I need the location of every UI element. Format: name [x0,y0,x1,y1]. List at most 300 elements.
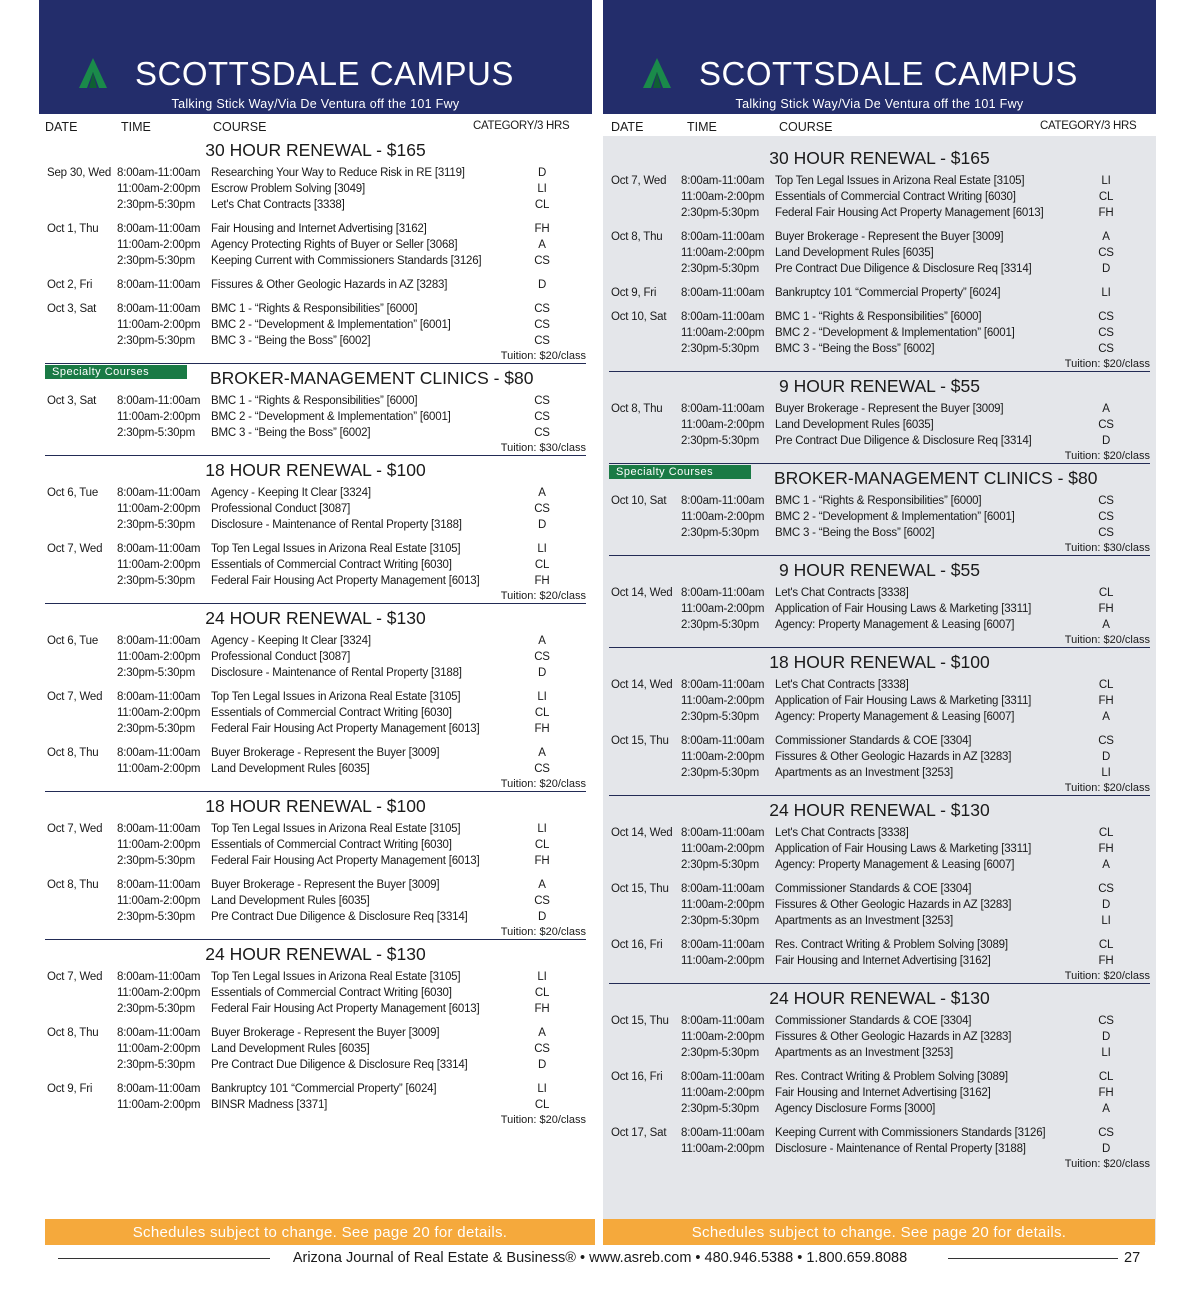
course-category: A [1102,403,1110,415]
class-time: 11:00am-2:00pm [117,763,201,775]
table-row [45,166,586,182]
class-date: Oct 8, Thu [611,403,663,415]
table-row [609,1142,1150,1158]
course-name: Buyer Brokerage - Represent the Buyer [3009] [775,231,1004,243]
class-time: 8:00am-11:00am [681,939,765,951]
course-category: LI [1101,175,1111,187]
class-time: 2:30pm-5:30pm [681,527,759,539]
publication-footer: Arizona Journal of Real Estate & Business® • www.asreb.com • 480.946.5388 • 1.800.659.8088 [292,1250,908,1266]
course-name: Federal Fair Housing Act Property Management [6013] [211,855,480,867]
schedule-section [45,364,586,456]
date-group [45,970,586,1018]
table-row [609,246,1150,262]
class-time: 8:00am-11:00am [681,495,765,507]
class-time: 2:30pm-5:30pm [681,1047,759,1059]
schedule-notice-banner: Schedules subject to change. See page 20 for details. [45,1219,595,1245]
table-row [609,602,1150,618]
course-category: FH [534,1003,550,1015]
class-date: Oct 7, Wed [47,971,103,983]
course-category: LI [1101,767,1111,779]
schedule-section [45,940,586,1126]
class-time: 11:00am-2:00pm [117,651,201,663]
class-time: 11:00am-2:00pm [117,503,201,515]
course-name: Fair Housing and Internet Advertising [3162] [775,955,991,967]
class-date: Oct 16, Fri [611,939,663,951]
course-name: Pre Contract Due Diligence & Disclosure Req [3314] [211,911,468,923]
tuition-note: Tuition: $20/class [500,350,586,362]
course-category: CS [534,255,550,267]
table-row [609,526,1150,542]
date-group [609,826,1150,874]
tuition-note: Tuition: $20/class [500,778,586,790]
class-time: 8:00am-11:00am [117,543,201,555]
table-row [45,690,586,706]
page-number: 27 [1124,1250,1141,1266]
table-row [609,434,1150,450]
class-date: Oct 14, Wed [611,587,673,599]
class-date: Oct 15, Thu [611,883,669,895]
class-date: Oct 3, Sat [47,303,97,315]
class-time: 2:30pm-5:30pm [117,335,195,347]
class-time: 11:00am-2:00pm [681,1031,765,1043]
class-date: Oct 3, Sat [47,395,97,407]
course-category: A [538,487,546,499]
table-row [45,650,586,666]
course-name: Land Development Rules [6035] [775,419,934,431]
tuition-note: Tuition: $20/class [1064,450,1150,462]
course-name: Disclosure - Maintenance of Rental Property [3188] [211,667,462,679]
class-time: 8:00am-11:00am [117,223,201,235]
class-date: Oct 10, Sat [611,495,667,507]
course-category: CS [534,395,550,407]
course-category: CL [1098,191,1114,203]
table-row [609,618,1150,634]
header-time: TIME [121,120,151,134]
class-time: 8:00am-11:00am [117,279,201,291]
class-date: Oct 15, Thu [611,1015,669,1027]
course-name: BMC 3 - “Being the Boss” [6002] [211,335,371,347]
table-row [609,694,1150,710]
table-row [45,854,586,870]
table-row [609,914,1150,930]
course-category: CL [534,839,550,851]
table-row [609,882,1150,898]
class-date: Oct 9, Fri [611,287,657,299]
class-time: 2:30pm-5:30pm [681,767,759,779]
table-row [45,706,586,722]
course-name: Let's Chat Contracts [3338] [211,199,345,211]
table-row [45,318,586,334]
course-name: BMC 2 - “Development & Implementation” [6001] [211,411,451,423]
class-date: Oct 7, Wed [47,543,103,555]
table-row [45,558,586,574]
course-category: FH [534,723,550,735]
date-group [609,938,1150,970]
class-date: Oct 6, Tue [47,487,99,499]
course-category: CS [534,411,550,423]
class-time: 8:00am-11:00am [681,403,765,415]
table-row [45,986,586,1002]
class-date: Oct 16, Fri [611,1071,663,1083]
date-group [609,286,1150,302]
schedule-section [609,984,1150,1170]
course-category: LI [537,971,547,983]
tuition-note: Tuition: $30/class [500,442,586,454]
date-group [609,586,1150,634]
table-row [609,1086,1150,1102]
course-category: CS [534,1043,550,1055]
date-group [45,634,586,682]
section-title: 30 HOUR RENEWAL - $165 [205,140,426,160]
table-row [45,894,586,910]
class-time: 11:00am-2:00pm [681,843,765,855]
course-category: D [537,911,547,923]
table-row [45,254,586,270]
course-name: Fissures & Other Geologic Hazards in AZ [3283] [775,899,1012,911]
course-category: D [1101,263,1111,275]
course-name: Apartments as an Investment [3253] [775,767,953,779]
course-name: Essentials of Commercial Contract Writing [6030] [211,987,452,999]
course-name: Let's Chat Contracts [3338] [775,827,909,839]
date-group [609,310,1150,358]
course-name: Land Development Rules [6035] [775,247,934,259]
right-column [603,0,1156,1242]
course-category: CS [534,427,550,439]
course-category: CS [1098,527,1114,539]
date-group [609,494,1150,542]
table-row [45,722,586,738]
header-date: DATE [45,120,78,134]
course-category: FH [1098,603,1114,615]
class-date: Oct 8, Thu [47,747,99,759]
course-name: Top Ten Legal Issues in Arizona Real Estate [3105] [211,823,461,835]
table-row [45,334,586,350]
course-name: Professional Conduct [3087] [211,503,351,515]
tuition-note: Tuition: $20/class [1064,782,1150,794]
course-name: Agency: Property Management & Leasing [6007] [775,859,1015,871]
class-time: 11:00am-2:00pm [117,559,201,571]
course-category: LI [537,183,547,195]
column-headers [603,114,1156,136]
class-time: 2:30pm-5:30pm [681,263,759,275]
course-name: Professional Conduct [3087] [211,651,351,663]
campus-title: SCOTTSDALE CAMPUS [135,55,514,92]
schedule-section [45,604,586,792]
date-group [609,402,1150,450]
class-time: 8:00am-11:00am [681,175,765,187]
course-category: D [537,1059,547,1071]
course-category: D [1101,751,1111,763]
class-date: Oct 7, Wed [47,691,103,703]
class-time: 8:00am-11:00am [117,487,201,499]
date-group [45,278,586,294]
schedule-section [609,556,1150,648]
table-row [609,402,1150,418]
table-row [45,502,586,518]
class-date: Oct 7, Wed [47,823,103,835]
table-row [609,766,1150,782]
tuition-note: Tuition: $20/class [1064,970,1150,982]
course-category: A [1102,231,1110,243]
table-row [45,198,586,214]
course-category: A [1102,711,1110,723]
course-name: Federal Fair Housing Act Property Management [6013] [211,575,480,587]
table-row [609,842,1150,858]
course-category: CS [534,319,550,331]
class-time: 8:00am-11:00am [681,1127,765,1139]
column-headers [39,114,592,136]
course-name: Fair Housing and Internet Advertising [3162] [775,1087,991,1099]
table-row [609,1102,1150,1118]
campus-location: Talking Stick Way/Via De Ventura off the 101 Fwy [171,97,460,111]
date-group [45,166,586,214]
date-group [45,1026,586,1074]
course-name: BMC 2 - “Development & Implementation” [6001] [775,327,1015,339]
class-time: 11:00am-2:00pm [117,987,201,999]
date-group [45,878,586,926]
course-name: Top Ten Legal Issues in Arizona Real Estate [3105] [211,691,461,703]
course-category: CS [1098,419,1114,431]
date-group [609,1070,1150,1118]
class-time: 8:00am-11:00am [117,823,201,835]
course-name: Commissioner Standards & COE [3304] [775,1015,972,1027]
course-name: BMC 1 - “Rights & Responsibilities” [6000] [775,311,982,323]
course-name: Fissures & Other Geologic Hazards in AZ [3283] [211,279,448,291]
course-category: CS [534,895,550,907]
course-name: Pre Contract Due Diligence & Disclosure Req [3314] [211,1059,468,1071]
course-category: A [538,635,546,647]
course-name: BMC 1 - “Rights & Responsibilities” [6000] [775,495,982,507]
schedule-section [609,648,1150,796]
class-time: 8:00am-11:00am [117,395,201,407]
course-name: Agency Protecting Rights of Buyer or Seller [3068] [211,239,458,251]
date-group [609,1014,1150,1062]
table-row [609,310,1150,326]
class-time: 2:30pm-5:30pm [681,915,759,927]
class-time: 8:00am-11:00am [681,1071,765,1083]
course-category: CS [534,763,550,775]
course-category: CL [534,559,550,571]
course-category: CS [534,303,550,315]
section-title: 24 HOUR RENEWAL - $130 [769,988,990,1008]
table-row [45,1042,586,1058]
class-time: 2:30pm-5:30pm [117,1003,195,1015]
course-category: FH [1098,955,1114,967]
class-time: 11:00am-2:00pm [681,247,765,259]
course-category: CS [1098,343,1114,355]
class-time: 8:00am-11:00am [681,735,765,747]
class-date: Oct 6, Tue [47,635,99,647]
table-row [609,1070,1150,1086]
class-date: Oct 15, Thu [611,735,669,747]
course-name: BMC 1 - “Rights & Responsibilities” [6000] [211,303,418,315]
schedule-section [609,464,1150,556]
table-row [609,954,1150,970]
course-name: Top Ten Legal Issues in Arizona Real Estate [3105] [211,543,461,555]
class-date: Sep 30, Wed [47,167,112,179]
table-row [45,238,586,254]
class-time: 8:00am-11:00am [117,879,201,891]
class-time: 11:00am-2:00pm [117,1043,201,1055]
tuition-note: Tuition: $20/class [500,926,586,938]
table-row [45,970,586,986]
class-date: Oct 10, Sat [611,311,667,323]
class-time: 8:00am-11:00am [117,167,201,179]
class-date: Oct 17, Sat [611,1127,667,1139]
class-time: 11:00am-2:00pm [117,1099,201,1111]
class-time: 8:00am-11:00am [117,1083,201,1095]
course-category: CS [1098,1127,1114,1139]
date-group [45,394,586,442]
course-category: CL [1098,679,1114,691]
table-row [45,542,586,558]
course-name: Apartments as an Investment [3253] [775,1047,953,1059]
course-category: FH [1098,843,1114,855]
course-category: CL [534,199,550,211]
course-category: FH [1098,695,1114,707]
campus-header [603,0,1156,114]
table-row [609,206,1150,222]
class-time: 8:00am-11:00am [681,231,765,243]
course-category: A [538,879,546,891]
course-name: Bankruptcy 101 “Commercial Property” [6024] [211,1083,437,1095]
course-name: Federal Fair Housing Act Property Management [6013] [775,207,1044,219]
course-name: Pre Contract Due Diligence & Disclosure Req [3314] [775,263,1032,275]
class-time: 2:30pm-5:30pm [681,207,759,219]
course-name: Fair Housing and Internet Advertising [3162] [211,223,427,235]
course-category: FH [534,575,550,587]
schedule-section [45,136,586,364]
course-category: CL [1098,1071,1114,1083]
section-title: 30 HOUR RENEWAL - $165 [769,148,990,168]
table-row [45,394,586,410]
course-name: Agency - Keeping It Clear [3324] [211,487,371,499]
table-row [609,510,1150,526]
table-row [45,426,586,442]
class-date: Oct 7, Wed [611,175,667,187]
class-time: 11:00am-2:00pm [681,955,765,967]
course-name: Federal Fair Housing Act Property Management [6013] [211,1003,480,1015]
course-name: BMC 2 - “Development & Implementation” [6001] [775,511,1015,523]
class-time: 2:30pm-5:30pm [117,575,195,587]
course-name: Let's Chat Contracts [3338] [775,587,909,599]
course-name: Buyer Brokerage - Represent the Buyer [3009] [211,1027,440,1039]
class-date: Oct 1, Thu [47,223,99,235]
course-name: Let's Chat Contracts [3338] [775,679,909,691]
class-time: 2:30pm-5:30pm [117,427,195,439]
course-name: Agency Disclosure Forms [3000] [775,1103,936,1115]
schedule-section [609,144,1150,372]
table-row [45,1058,586,1074]
class-time: 8:00am-11:00am [117,691,201,703]
course-name: Application of Fair Housing Laws & Marketing [3311] [775,695,1032,707]
class-time: 11:00am-2:00pm [681,751,765,763]
course-name: Disclosure - Maintenance of Rental Property [3188] [211,519,462,531]
class-time: 11:00am-2:00pm [117,183,201,195]
date-group [609,230,1150,278]
date-group [45,1082,586,1114]
course-name: Essentials of Commercial Contract Writing [6030] [775,191,1016,203]
class-time: 2:30pm-5:30pm [681,619,759,631]
course-name: Pre Contract Due Diligence & Disclosure Req [3314] [775,435,1032,447]
class-time: 2:30pm-5:30pm [117,855,195,867]
course-name: Res. Contract Writing & Problem Solving [3089] [775,939,1008,951]
table-row [609,586,1150,602]
date-group [609,678,1150,726]
class-time: 2:30pm-5:30pm [117,723,195,735]
date-group [609,1126,1150,1158]
table-row [45,278,586,294]
header-date: DATE [611,120,644,134]
date-group [609,882,1150,930]
class-time: 2:30pm-5:30pm [117,519,195,531]
section-title: BROKER-MANAGEMENT CLINICS - $80 [774,468,1098,488]
course-category: D [537,279,547,291]
date-group [45,222,586,270]
course-name: Land Development Rules [6035] [211,895,370,907]
class-time: 11:00am-2:00pm [681,1143,765,1155]
course-category: CL [1098,827,1114,839]
table-row [45,634,586,650]
table-row [609,230,1150,246]
course-name: Agency: Property Management & Leasing [6007] [775,619,1015,631]
course-name: Agency: Property Management & Leasing [6007] [775,711,1015,723]
tuition-note: Tuition: $20/class [1064,634,1150,646]
class-time: 11:00am-2:00pm [117,411,201,423]
course-category: A [1102,859,1110,871]
campus-header [39,0,592,114]
date-group [609,734,1150,782]
class-time: 11:00am-2:00pm [681,603,765,615]
table-row [609,710,1150,726]
class-time: 2:30pm-5:30pm [117,667,195,679]
course-category: LI [1101,1047,1111,1059]
table-row [45,222,586,238]
course-category: CS [1098,311,1114,323]
table-row [45,1098,586,1114]
tuition-note: Tuition: $20/class [500,1114,586,1126]
course-category: LI [1101,915,1111,927]
date-group [45,822,586,870]
course-category: A [538,1027,546,1039]
course-category: CL [534,987,550,999]
class-time: 8:00am-11:00am [117,303,201,315]
section-title: 18 HOUR RENEWAL - $100 [769,652,990,672]
tuition-note: Tuition: $30/class [1064,542,1150,554]
course-category: CS [1098,495,1114,507]
class-time: 8:00am-11:00am [681,827,765,839]
table-row [609,1126,1150,1142]
class-time: 8:00am-11:00am [117,1027,201,1039]
course-name: Buyer Brokerage - Represent the Buyer [3009] [211,879,440,891]
table-row [45,486,586,502]
course-category: CS [534,503,550,515]
campus-location: Talking Stick Way/Via De Ventura off the 101 Fwy [735,97,1024,111]
table-row [609,678,1150,694]
schedule-section [609,796,1150,984]
course-category: CS [1098,1015,1114,1027]
class-date: Oct 14, Wed [611,827,673,839]
course-category: CS [1098,735,1114,747]
table-row [609,262,1150,278]
campus-title: SCOTTSDALE CAMPUS [699,55,1078,92]
course-category: LI [537,823,547,835]
table-row [45,182,586,198]
course-category: CS [534,335,550,347]
class-time: 2:30pm-5:30pm [117,199,195,211]
section-title: 9 HOUR RENEWAL - $55 [779,560,980,580]
course-name: Buyer Brokerage - Represent the Buyer [3009] [211,747,440,759]
